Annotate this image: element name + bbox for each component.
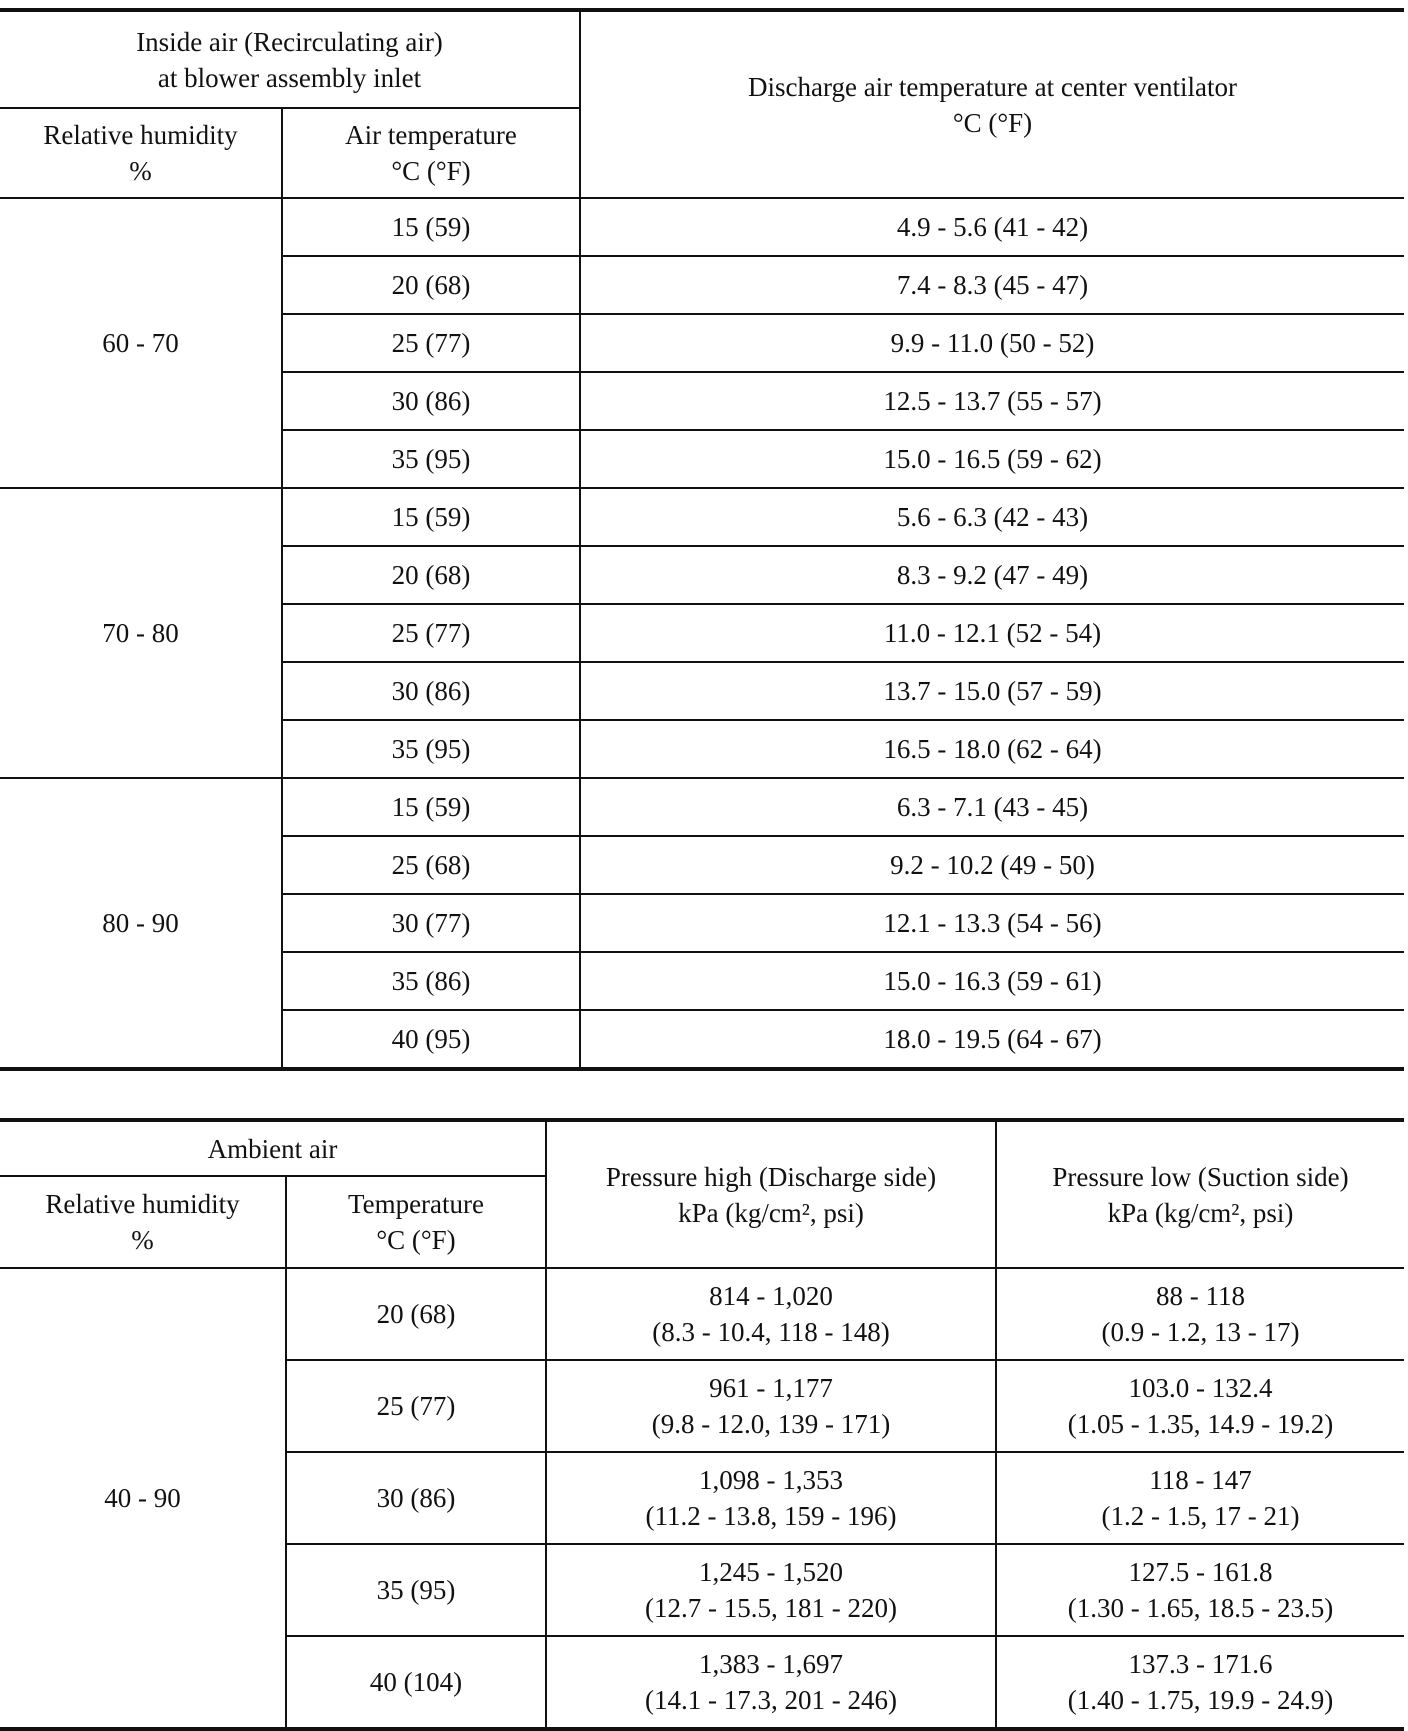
discharge-cell: 6.3 - 7.1 (43 - 45) xyxy=(580,778,1404,836)
temp-cell: 35 (95) xyxy=(282,430,580,488)
temp-cell: 25 (77) xyxy=(282,314,580,372)
temp-cell: 35 (95) xyxy=(282,720,580,778)
temp-cell: 40 (95) xyxy=(282,1010,580,1069)
humidity-cell: 60 - 70 xyxy=(0,198,282,488)
temp-cell: 35 (95) xyxy=(286,1544,546,1636)
discharge-cell: 12.1 - 13.3 (54 - 56) xyxy=(580,894,1404,952)
temp-cell: 15 (59) xyxy=(282,198,580,256)
pressure-low-cell: 127.5 - 161.8 (1.30 - 1.65, 18.5 - 23.5) xyxy=(996,1544,1404,1636)
temp-cell: 25 (77) xyxy=(282,604,580,662)
pressure-high-cell: 814 - 1,020 (8.3 - 10.4, 118 - 148) xyxy=(546,1268,996,1360)
temp-cell: 40 (104) xyxy=(286,1636,546,1729)
temp-cell: 20 (68) xyxy=(282,256,580,314)
pressure-table xyxy=(0,1118,1404,1731)
pressure-low-cell: 88 - 118 (0.9 - 1.2, 13 - 17) xyxy=(996,1268,1404,1360)
relative-humidity-header: Relative humidity % xyxy=(0,108,282,198)
discharge-cell: 9.2 - 10.2 (49 - 50) xyxy=(580,836,1404,894)
temp-cell: 25 (77) xyxy=(286,1360,546,1452)
temperature-header: Temperature °C (°F) xyxy=(286,1176,546,1268)
inside-air-group-header: Inside air (Recirculating air) at blower assembly inlet xyxy=(0,10,580,108)
temp-cell: 20 (68) xyxy=(282,546,580,604)
pressure-low-cell: 103.0 - 132.4 (1.05 - 1.35, 14.9 - 19.2) xyxy=(996,1360,1404,1452)
pressure-low-cell: 137.3 - 171.6 (1.40 - 1.75, 19.9 - 24.9) xyxy=(996,1636,1404,1729)
discharge-cell: 15.0 - 16.3 (59 - 61) xyxy=(580,952,1404,1010)
discharge-cell: 12.5 - 13.7 (55 - 57) xyxy=(580,372,1404,430)
table-row xyxy=(0,1268,1404,1360)
temp-cell: 25 (68) xyxy=(282,836,580,894)
discharge-temperature-table xyxy=(0,8,1404,1071)
temp-cell: 35 (86) xyxy=(282,952,580,1010)
discharge-cell: 15.0 - 16.5 (59 - 62) xyxy=(580,430,1404,488)
temp-cell: 20 (68) xyxy=(286,1268,546,1360)
humidity-cell: 40 - 90 xyxy=(0,1268,286,1729)
discharge-cell: 9.9 - 11.0 (50 - 52) xyxy=(580,314,1404,372)
discharge-cell: 18.0 - 19.5 (64 - 67) xyxy=(580,1010,1404,1069)
table-row xyxy=(0,488,1404,546)
temp-cell: 30 (86) xyxy=(286,1452,546,1544)
humidity-cell: 70 - 80 xyxy=(0,488,282,778)
table-row xyxy=(0,198,1404,256)
discharge-cell: 8.3 - 9.2 (47 - 49) xyxy=(580,546,1404,604)
discharge-cell: 5.6 - 6.3 (42 - 43) xyxy=(580,488,1404,546)
temp-cell: 30 (86) xyxy=(282,372,580,430)
relative-humidity-header: Relative humidity % xyxy=(0,1176,286,1268)
pressure-high-cell: 1,098 - 1,353 (11.2 - 13.8, 159 - 196) xyxy=(546,1452,996,1544)
temp-cell: 15 (59) xyxy=(282,778,580,836)
pressure-high-cell: 961 - 1,177 (9.8 - 12.0, 139 - 171) xyxy=(546,1360,996,1452)
humidity-cell: 80 - 90 xyxy=(0,778,282,1069)
pressure-high-header: Pressure high (Discharge side) kPa (kg/cm², psi) xyxy=(546,1120,996,1268)
ambient-air-group-header: Ambient air xyxy=(0,1120,546,1176)
discharge-cell: 16.5 - 18.0 (62 - 64) xyxy=(580,720,1404,778)
discharge-cell: 11.0 - 12.1 (52 - 54) xyxy=(580,604,1404,662)
discharge-temp-header: Discharge air temperature at center ventilator °C (°F) xyxy=(580,10,1404,198)
air-temperature-header: Air temperature °C (°F) xyxy=(282,108,580,198)
pressure-low-cell: 118 - 147 (1.2 - 1.5, 17 - 21) xyxy=(996,1452,1404,1544)
table-row xyxy=(0,778,1404,836)
pressure-high-cell: 1,383 - 1,697 (14.1 - 17.3, 201 - 246) xyxy=(546,1636,996,1729)
pressure-high-cell: 1,245 - 1,520 (12.7 - 15.5, 181 - 220) xyxy=(546,1544,996,1636)
temp-cell: 30 (86) xyxy=(282,662,580,720)
discharge-cell: 7.4 - 8.3 (45 - 47) xyxy=(580,256,1404,314)
discharge-cell: 4.9 - 5.6 (41 - 42) xyxy=(580,198,1404,256)
discharge-cell: 13.7 - 15.0 (57 - 59) xyxy=(580,662,1404,720)
temp-cell: 30 (77) xyxy=(282,894,580,952)
pressure-low-header: Pressure low (Suction side) kPa (kg/cm², psi) xyxy=(996,1120,1404,1268)
temp-cell: 15 (59) xyxy=(282,488,580,546)
